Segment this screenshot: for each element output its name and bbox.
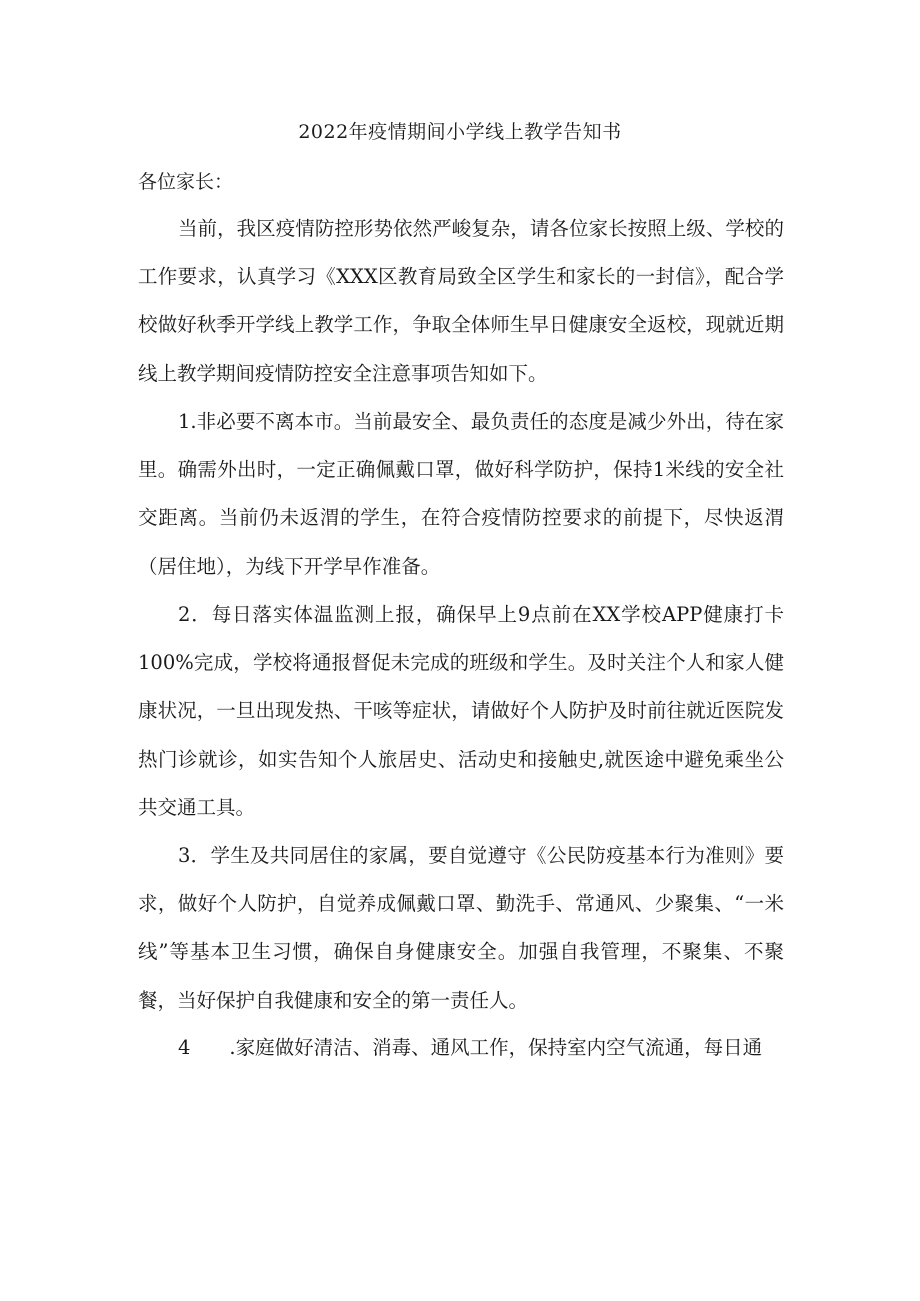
paragraph-item-1: 1.非必要不离本市。当前最安全、最负责任的态度是减少外出，待在家里。确需外出时，一定正确佩戴口罩，做好科学防护，保持1米线的安全社交距离。当前仍未返渭的学生，在符合疫情防控要求的前提下，尽快返渭（居住地），为线下开学早作准备。 xyxy=(138,410,784,578)
paragraph-item-3: 3．学生及共同居住的家属，要自觉遵守《公民防疫基本行为准则》要求，做好个人防护，自觉养成佩戴口罩、勤洗手、常通风、少聚集、“一米线”等基本卫生习惯，确保自身健康安全。加强自我管理，不聚集、不聚餐，当好保护自我健康和安全的第一责任人。 xyxy=(138,844,784,1012)
document-title: 2022年疫情期间小学线上教学告知书 xyxy=(298,121,622,143)
paragraph-intro: 当前，我区疫情防控形势依然严峻复杂，请各位家长按照上级、学校的工作要求，认真学习《XXX区教育局致全区学生和家长的一封信》，配合学校做好秋季开学线上教学工作，争取全体师生早日健康安全返校，现就近期线上教学期间疫情防控安全注意事项告知如下。 xyxy=(138,217,784,385)
paragraph-item-2: 2．每日落实体温监测上报，确保早上9点前在XX学校APP健康打卡100%完成，学校将通报督促未完成的班级和学生。及时关注个人和家人健康状况，一旦出现发热、干咳等症状，请做好个人防护及时前往就近医院发热门诊就诊，如实告知个人旅居史、活动史和接触史,就医途中避免乘坐公共交通工具。 xyxy=(138,603,784,819)
salutation: 各位家长： xyxy=(138,171,234,193)
paragraph-item-4: 4 .家庭做好清洁、消毒、通风工作，保持室内空气流通，每日通 xyxy=(177,1036,763,1059)
